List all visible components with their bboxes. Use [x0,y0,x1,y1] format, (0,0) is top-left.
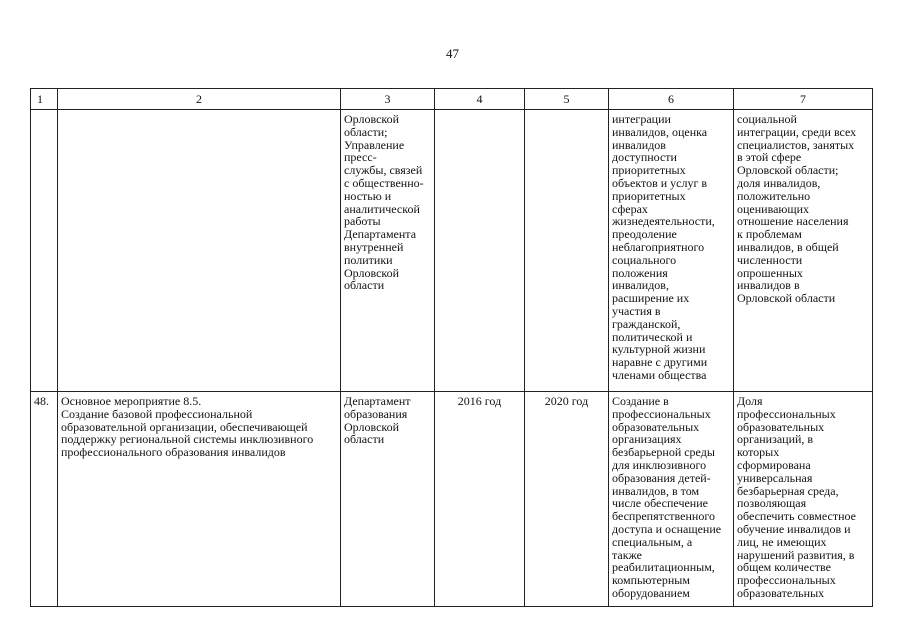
page-number: 47 [446,46,459,61]
column-header-1: 1 [31,89,58,110]
table-header-row [31,89,873,110]
indicator-text: социальной интеграции, среди всех специалистов, занятых в этой сфере Орловской области; доля инвалидов, положительно оценивающих отношение населения к проблемам инвалидов, в общей численности опрошенных инвалидов в Орловской области [737,112,857,306]
result-text: Создание в профессиональных образовательных организациях безбарьерной среды для инклюзивного образования детей- инвалидов, в том числе обеспечение беспрепятственного доступа и оснащение специальным, а также реабилитационным, компьютерным оборудованием [612,394,722,600]
end-year-cell [525,392,609,607]
column-header-4: 4 [435,89,525,110]
column-header-6: 6 [609,89,734,110]
start-year-text: 2016 год [457,394,502,408]
end-year-text: 2020 год [544,394,589,408]
table-row [31,392,873,607]
column-header-3: 3 [341,89,435,110]
measure-text: Основное мероприятие 8.5. Создание базовой профессиональной образовательной организации, обеспечивающей поддержку региональной системы инклюзивного профессионального образования инвалидов [61,394,314,460]
measure-cell [58,392,341,607]
row-number-cell [31,392,58,607]
start-year-cell [435,392,525,607]
result-text: интеграции инвалидов, оценка инвалидов доступности приоритетных объектов и услуг в приоритетных сферах жизнедеятельности, преодоление неблагоприятного социального положения инвалидов, расширение их участия в гражданской, политической и культурной жизни наравне с другими членами общества [612,112,715,382]
executor-text: Орловской области; Управление пресс- службы, связей с общественно- ностью и аналитической работы Департамента внутренней политики Орловской области [344,112,424,293]
result-cell [609,110,734,392]
table-row [31,110,873,392]
row-number-cell [31,110,58,392]
result-cell [609,392,734,607]
executor-text: Департамент образования Орловской области [344,394,411,447]
indicator-text: Доля профессиональных образовательных организаций, в которых сформирована универсальная безбарьерная среда, позволяющая обеспечить совместное обучение инвалидов и лиц, не имеющих нарушений развития, в общем количестве профессиональных образовательных [737,394,856,600]
column-header-5: 5 [525,89,609,110]
indicator-cell [734,392,873,607]
column-header-7: 7 [734,89,873,110]
executor-cell [341,392,435,607]
row-number-text: 48. [34,394,49,408]
executor-cell [341,110,435,392]
end-year-cell [525,110,609,392]
measure-cell [58,110,341,392]
start-year-cell [435,110,525,392]
indicator-cell [734,110,873,392]
column-header-2: 2 [58,89,341,110]
program-activities-table [30,88,873,607]
